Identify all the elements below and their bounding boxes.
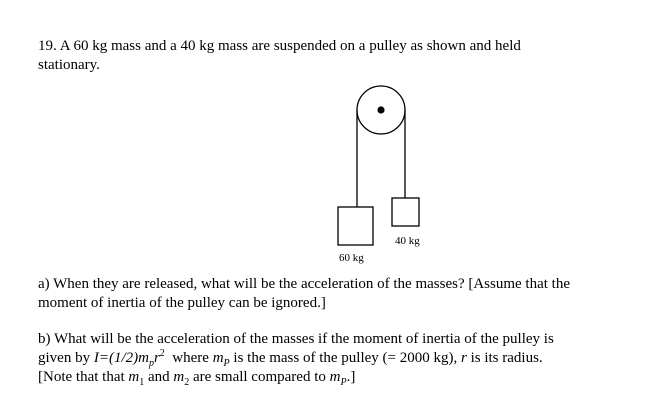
part-b-given-by: given by bbox=[38, 350, 91, 366]
formula-r: r bbox=[153, 350, 160, 366]
part-b-small-compared: are small compared to bbox=[193, 369, 326, 385]
part-b-mass-of-pulley: is the mass of the pulley (= 2000 kg), bbox=[233, 350, 458, 366]
part-b-where: where bbox=[172, 350, 209, 366]
m2-subscript: 2 bbox=[184, 377, 190, 388]
mp2-m: m bbox=[329, 369, 341, 385]
r-variable: r bbox=[461, 350, 467, 366]
mass-60kg-label: 60 kg bbox=[339, 252, 364, 264]
part-b-line-3 bbox=[38, 368, 355, 386]
formula-p-subscript: p bbox=[148, 358, 154, 369]
mass-40kg-box bbox=[392, 198, 419, 226]
question-text-2: stationary. bbox=[38, 57, 100, 73]
part-b-is-radius: is its radius. bbox=[470, 350, 543, 366]
part-b-end: .] bbox=[346, 369, 356, 385]
mp2-subscript: P bbox=[340, 377, 347, 388]
mp-m: m bbox=[212, 350, 224, 366]
mass-60kg-box bbox=[338, 207, 373, 245]
part-a-line-2: moment of inertia of the pulley can be ignored.] bbox=[38, 295, 326, 311]
part-b-and: and bbox=[147, 369, 170, 385]
mass-40kg-label: 40 kg bbox=[395, 235, 420, 247]
question-number: 19. bbox=[38, 38, 57, 54]
question-text-1: A 60 kg mass and a 40 kg mass are suspended on a pulley as shown and held bbox=[59, 38, 521, 54]
m2-m: m bbox=[173, 369, 185, 385]
formula-squared: 2 bbox=[159, 348, 165, 359]
formula-half-m: =(1/2)m bbox=[98, 350, 149, 366]
pulley-axle bbox=[377, 106, 384, 113]
m1-m: m bbox=[128, 369, 140, 385]
part-a-line-1: a) When they are released, what will be the acceleration of the masses? [Assume that the bbox=[38, 276, 571, 292]
part-b-note: [Note that that bbox=[38, 369, 125, 385]
mp-subscript: P bbox=[223, 358, 230, 369]
formula-I: I bbox=[93, 350, 99, 366]
part-b-line-2 bbox=[38, 349, 543, 367]
m1-subscript: 1 bbox=[139, 377, 145, 388]
part-b-line-1: b) What will be the acceleration of the masses if the moment of inertia of the pulley is bbox=[38, 331, 554, 347]
